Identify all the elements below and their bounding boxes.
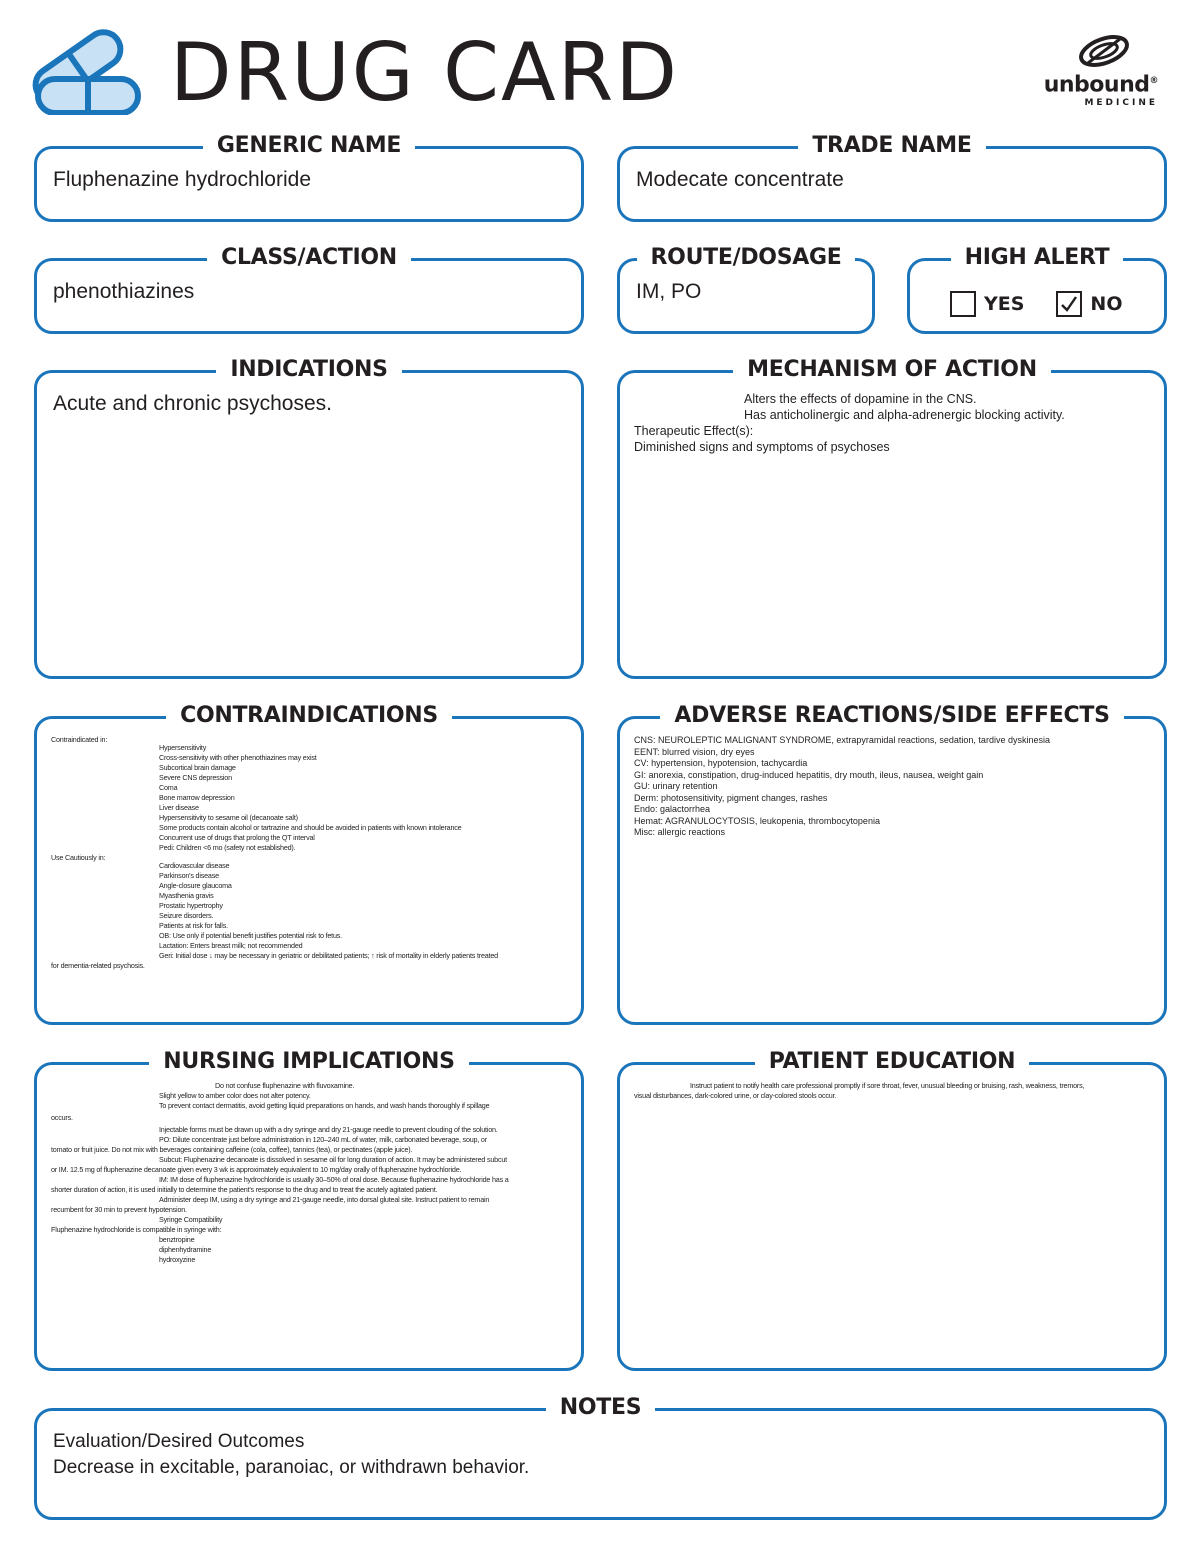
nursing-implications-content[interactable] [51, 1081, 567, 1265]
class-action-box [34, 245, 584, 334]
patient-education-label: PATIENT EDUCATION [755, 1049, 1030, 1074]
use-cautiously-heading: Use Cautiously in: [51, 853, 106, 862]
list-item: Hypersensitivity [159, 743, 207, 752]
list-item: hydroxyzine [159, 1255, 196, 1264]
mechanism-line: Diminished signs and symptoms of psychoses [634, 440, 890, 454]
list-item: Angle-closure glaucoma [159, 881, 232, 890]
patient-education-content[interactable] [634, 1081, 1150, 1101]
list-item: Do not confuse fluphenazine with fluvoxamine. [215, 1081, 355, 1090]
high-alert-yes-option[interactable] [950, 291, 1024, 317]
use-cautiously-list [51, 861, 567, 951]
list-item: tomato or fruit juice. Do not mix with beverages containing caffeine (cola, coffee), tannics (tea), or pectinates (apple juice). [51, 1145, 413, 1154]
header [30, 25, 1170, 119]
mechanism-box [617, 357, 1167, 679]
high-alert-box [907, 245, 1167, 334]
list-item: benztropine [159, 1235, 195, 1244]
class-action-value[interactable]: phenothiazines [53, 280, 195, 303]
list-item: diphenhydramine [159, 1245, 212, 1254]
no-label: NO [1090, 293, 1123, 315]
list-item: To prevent contact dermatitis, avoid getting liquid preparations on hands, and wash hands thoroughly if spillage [159, 1101, 490, 1110]
route-dosage-box [617, 245, 875, 334]
contraindications-heading: Contraindicated in: [51, 735, 108, 744]
adverse-reactions-content[interactable] [634, 735, 1150, 839]
notes-box [34, 1395, 1167, 1520]
list-item: Some products contain alcohol or tartrazine and should be avoided in patients with known intolerance [159, 823, 462, 832]
list-item: Endo: galactorrhea [634, 804, 711, 814]
mechanism-content[interactable] [634, 391, 1150, 455]
list-item: PO: Dilute concentrate just before administration in 120–240 mL of water, milk, carbonated beverage, soup, or [159, 1135, 487, 1144]
notes-label: NOTES [546, 1395, 656, 1420]
list-item: CV: hypertension, hypotension, tachycardia [634, 758, 808, 768]
page-title: DRUG CARD [170, 26, 679, 119]
list-item: GU: urinary retention [634, 781, 718, 791]
notes-line: Decrease in excitable, paranoiac, or withdrawn behavior. [53, 1457, 530, 1478]
list-item: Hypersensitivity to sesame oil (decanoate salt) [159, 813, 298, 822]
list-item: Injectable forms must be drawn up with a dry syringe and dry 21-gauge needle to prevent clouding of the solution. [159, 1125, 498, 1134]
list-item: for dementia-related psychosis. [51, 961, 145, 970]
generic-name-value[interactable]: Fluphenazine hydrochloride [53, 168, 311, 191]
generic-name-box [34, 133, 584, 222]
unbound-logo-icon [1074, 35, 1134, 67]
notes-line: Evaluation/Desired Outcomes [53, 1431, 305, 1452]
list-item: Subcut: Fluphenazine decanoate is dissolved in sesame oil for long duration of action. It may be administered subcut [159, 1155, 507, 1164]
list-item: Administer deep IM, using a dry syringe and 21-gauge needle, into dorsal gluteal site. Instruct patient to remain [159, 1195, 490, 1204]
list-item: Hemat: AGRANULOCYTOSIS, leukopenia, thrombocytopenia [634, 815, 880, 826]
list-item: shorter duration of action, it is used initially to determine the patient's response to the drug and to treat the acutely agitated patient. [51, 1185, 438, 1194]
mechanism-line: Has anticholinergic and alpha-adrenergic blocking activity. [744, 408, 1065, 422]
list-item: Lactation: Enters breast milk; not recommended [159, 941, 303, 950]
checkmark-icon [1059, 294, 1079, 314]
list-item: Concurrent use of drugs that prolong the QT interval [159, 833, 315, 842]
high-alert-no-option[interactable] [1056, 291, 1122, 317]
list-item: Derm: photosensitivity, pigment changes, rashes [634, 792, 828, 803]
indications-value[interactable]: Acute and chronic psychoses. [53, 392, 332, 415]
nursing-implications-box [34, 1049, 584, 1371]
yes-checkbox[interactable] [950, 291, 976, 317]
list-item: Geri: Initial dose ↓ may be necessary in geriatric or debilitated patients; ↑ risk of mortality in elderly patients treated [159, 951, 498, 960]
list-item: CNS: NEUROLEPTIC MALIGNANT SYNDROME, extrapyramidal reactions, sedation, tardive dyskinesia [634, 735, 1050, 745]
list-item: Instruct patient to notify health care professional promptly if sore throat, fever, unusual bleeding or bruising, rash, weakness, tremors, [690, 1081, 1085, 1090]
list-item: Syringe Compatibility [159, 1215, 223, 1224]
trade-name-label: TRADE NAME [798, 133, 985, 158]
list-item: Slight yellow to amber color does not alter potency. [159, 1091, 311, 1100]
indications-box [34, 357, 584, 679]
list-item: IM: IM dose of fluphenazine hydrochloride is usually 30–50% of oral dose. Because fluphenazine hydrochloride has a [159, 1175, 509, 1184]
nursing-implications-label: NURSING IMPLICATIONS [149, 1049, 468, 1074]
contraindications-box [34, 703, 584, 1025]
mechanism-line: Alters the effects of dopamine in the CNS. [744, 392, 977, 406]
notes-content[interactable] [53, 1429, 529, 1481]
contraindicated-list [51, 743, 567, 853]
logo-wordmark: unbound® [1043, 72, 1158, 98]
patient-education-box [617, 1049, 1167, 1371]
list-item: recumbent for 30 min to prevent hypotension. [51, 1205, 187, 1214]
logo-subtitle: MEDICINE [1084, 98, 1158, 109]
no-checkbox[interactable] [1056, 291, 1082, 317]
list-item: Cross-sensitivity with other phenothiazines may exist [159, 753, 317, 762]
pill-capsule-icon [30, 25, 146, 115]
list-item: GI: anorexia, constipation, drug-induced hepatitis, dry mouth, ileus, nausea, weight gain [634, 769, 984, 780]
list-item: EENT: blurred vision, dry eyes [634, 746, 755, 757]
list-item: Pedi: Children <6 mo (safety not established). [159, 843, 296, 852]
list-item: visual disturbances, dark-colored urine, or clay-colored stools occur. [634, 1091, 837, 1100]
list-item: Liver disease [159, 803, 199, 812]
list-item: Severe CNS depression [159, 773, 232, 782]
trade-name-value[interactable]: Modecate concentrate [636, 168, 844, 191]
list-item: Bone marrow depression [159, 793, 235, 802]
list-item: Misc: allergic reactions [634, 827, 726, 837]
class-action-label: CLASS/ACTION [207, 245, 411, 270]
indications-label: INDICATIONS [216, 357, 401, 382]
adverse-reactions-box [617, 703, 1167, 1025]
yes-label: YES [984, 293, 1025, 315]
list-item: Parkinson's disease [159, 871, 219, 880]
generic-name-label: GENERIC NAME [203, 133, 415, 158]
list-item: Prostatic hypertrophy [159, 901, 223, 910]
list-item: OB: Use only if potential benefit justifies potential risk to fetus. [159, 931, 342, 940]
list-item: Myasthenia gravis [159, 891, 214, 900]
mechanism-line: Therapeutic Effect(s): [634, 424, 754, 438]
list-item: Seizure disorders. [159, 911, 214, 920]
adverse-reactions-label: ADVERSE REACTIONS/SIDE EFFECTS [660, 703, 1123, 728]
list-item: Fluphenazine hydrochloride is compatible in syringe with: [51, 1225, 222, 1234]
list-item: Subcortical brain damage [159, 763, 236, 772]
route-dosage-value[interactable]: IM, PO [636, 280, 702, 303]
trade-name-box [617, 133, 1167, 222]
contraindications-content[interactable] [51, 735, 567, 971]
mechanism-label: MECHANISM OF ACTION [733, 357, 1051, 382]
high-alert-label: HIGH ALERT [951, 245, 1124, 270]
list-item: or IM. 12.5 mg of fluphenazine decanoate given every 3 wk is approximately equivalent to 10 mg/day orally of fluphenazine hydrochloride. [51, 1165, 462, 1174]
list-item: Coma [159, 783, 178, 792]
contraindications-label: CONTRAINDICATIONS [166, 703, 452, 728]
list-item: Patients at risk for falls. [159, 921, 228, 930]
route-dosage-label: ROUTE/DOSAGE [637, 245, 856, 270]
list-item: Cardiovascular disease [159, 861, 230, 870]
list-item: occurs. [51, 1113, 73, 1122]
unbound-logo [1038, 35, 1158, 115]
